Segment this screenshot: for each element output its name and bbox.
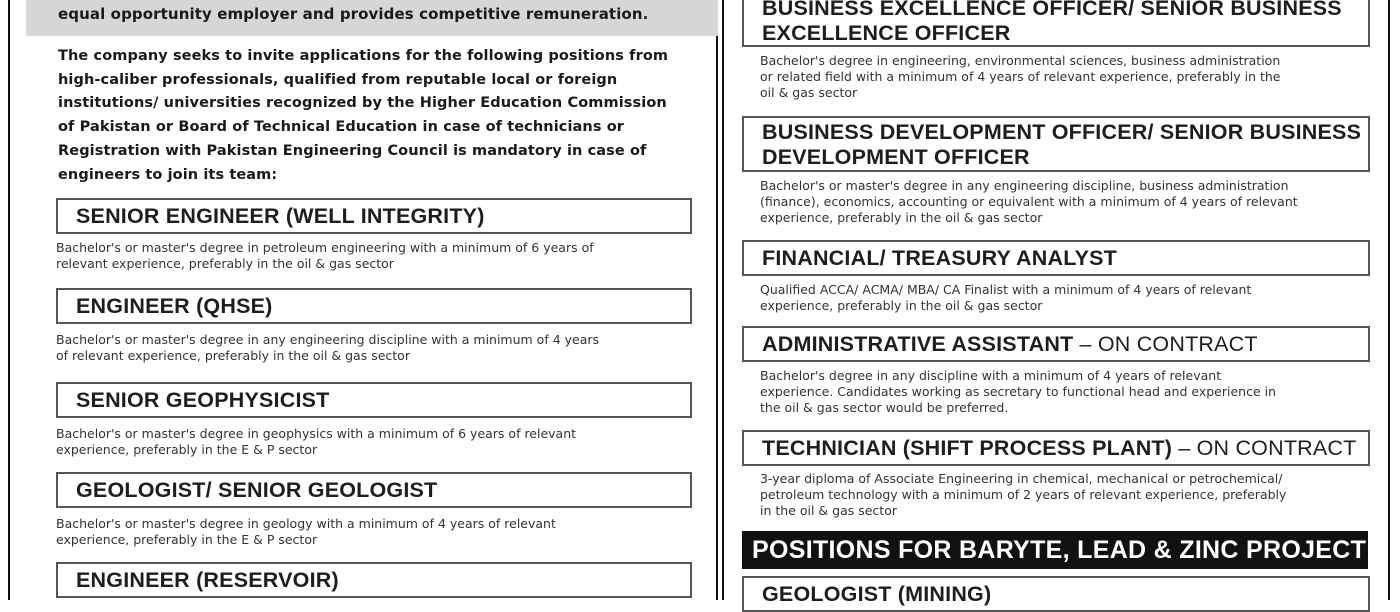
column-divider-right (722, 0, 724, 600)
position-description (56, 240, 696, 272)
intro-line: institutions/ universities recognized by the Higher Education Commission (58, 95, 667, 112)
intro-line: high-caliber professionals, qualified from reputable local or foreign (58, 71, 618, 88)
description-line: oil & gas sector (760, 85, 858, 100)
description-line: Bachelor's or master's degree in geology with a minimum of 4 years of relevant (56, 516, 556, 531)
title-text: ADMINISTRATIVE ASSISTANT (762, 332, 1074, 356)
position-title-geologist-mining: GEOLOGIST (MINING) (742, 576, 1370, 612)
description-line: Bachelor's or master's degree in any engineering discipline, business administration (760, 178, 1289, 193)
intro-line: engineers to join its team: (58, 166, 278, 183)
description-line: (finance), economics, accounting or equivalent with a minimum of 4 years of relevant (760, 194, 1298, 209)
position-title-engineer-reservoir: ENGINEER (RESERVOIR) (56, 562, 692, 598)
intro-line: Registration with Pakistan Engineering Council is mandatory in case of (58, 142, 647, 159)
position-description (760, 53, 1366, 101)
position-title-business-development-officer (742, 116, 1370, 172)
position-title-business-excellence-officer (742, 0, 1370, 47)
position-title-senior-engineer-well-integrity: SENIOR ENGINEER (WELL INTEGRITY) (56, 198, 692, 234)
frame-border-left (8, 0, 10, 600)
description-line: Qualified ACCA/ ACMA/ MBA/ CA Finalist with a minimum of 4 years of relevant (760, 282, 1252, 297)
contract-suffix: – ON CONTRACT (1073, 332, 1258, 356)
intro-banner (26, 0, 718, 36)
position-description (760, 282, 1366, 314)
position-description (56, 516, 696, 548)
description-line: experience, preferably in the E & P sector (56, 442, 318, 457)
description-line: Bachelor's degree in any discipline with a minimum of 4 years of relevant (760, 368, 1222, 383)
contract-suffix: – ON CONTRACT (1172, 436, 1357, 460)
description-line: relevant experience, preferably in the oil & gas sector (56, 256, 394, 271)
title-line: EXCELLENCE OFFICER (762, 21, 1011, 45)
position-description (760, 471, 1366, 519)
intro-paragraph (58, 45, 708, 187)
title-line: DEVELOPMENT OFFICER (762, 145, 1030, 169)
description-line: experience, preferably in the oil & gas sector (760, 298, 1043, 313)
position-title-senior-geophysicist: SENIOR GEOPHYSICIST (56, 382, 692, 418)
description-line: of relevant experience, preferably in the oil & gas sector (56, 348, 410, 363)
description-line: petroleum technology with a minimum of 2 years of relevant experience, preferably (760, 487, 1287, 502)
position-title-financial-treasury-analyst: FINANCIAL/ TREASURY ANALYST (742, 240, 1370, 276)
description-line: experience. Candidates working as secretary to functional head and experience in (760, 384, 1277, 399)
description-line: Bachelor's degree in engineering, environmental sciences, business administration (760, 53, 1281, 68)
intro-line: The company seeks to invite applications for the following positions from (58, 48, 669, 64)
position-title-administrative-assistant (742, 326, 1370, 362)
intro-banner-text: equal opportunity employer and provides competitive remuneration. (58, 5, 649, 23)
position-description (56, 426, 696, 458)
frame-border-right (1388, 0, 1390, 600)
position-description (760, 178, 1366, 226)
description-line: Bachelor's or master's degree in any engineering discipline with a minimum of 4 years (56, 332, 600, 347)
title-text: TECHNICIAN (SHIFT PROCESS PLANT) (762, 436, 1173, 460)
description-line: Bachelor's or master's degree in petroleum engineering with a minimum of 6 years of (56, 240, 594, 255)
section-banner-baryte-lead-zinc: POSITIONS FOR BARYTE, LEAD & ZINC PROJECT (742, 531, 1368, 569)
position-title-geologist-senior-geologist: GEOLOGIST/ SENIOR GEOLOGIST (56, 472, 692, 508)
position-title-technician-shift-process-plant (742, 430, 1370, 466)
description-line: or related field with a minimum of 4 years of relevant experience, preferably in the (760, 69, 1281, 84)
description-line: Bachelor's or master's degree in geophysics with a minimum of 6 years of relevant (56, 426, 577, 441)
position-description (56, 332, 696, 364)
description-line: experience, preferably in the oil & gas sector (760, 210, 1043, 225)
title-line: BUSINESS DEVELOPMENT OFFICER/ SENIOR BUSINESS (762, 120, 1362, 144)
column-divider-left (716, 0, 718, 600)
description-line: 3-year diploma of Associate Engineering in chemical, mechanical or petrochemical/ (760, 471, 1283, 486)
description-line: experience, preferably in the E & P sector (56, 532, 318, 547)
intro-line: of Pakistan or Board of Technical Education in case of technicians or (58, 119, 625, 136)
position-title-engineer-qhse: ENGINEER (QHSE) (56, 288, 692, 324)
description-line: in the oil & gas sector (760, 503, 897, 518)
description-line: the oil & gas sector would be preferred. (760, 400, 1009, 415)
position-description (760, 368, 1366, 416)
title-line: BUSINESS EXCELLENCE OFFICER/ SENIOR BUSINESS (762, 0, 1342, 20)
